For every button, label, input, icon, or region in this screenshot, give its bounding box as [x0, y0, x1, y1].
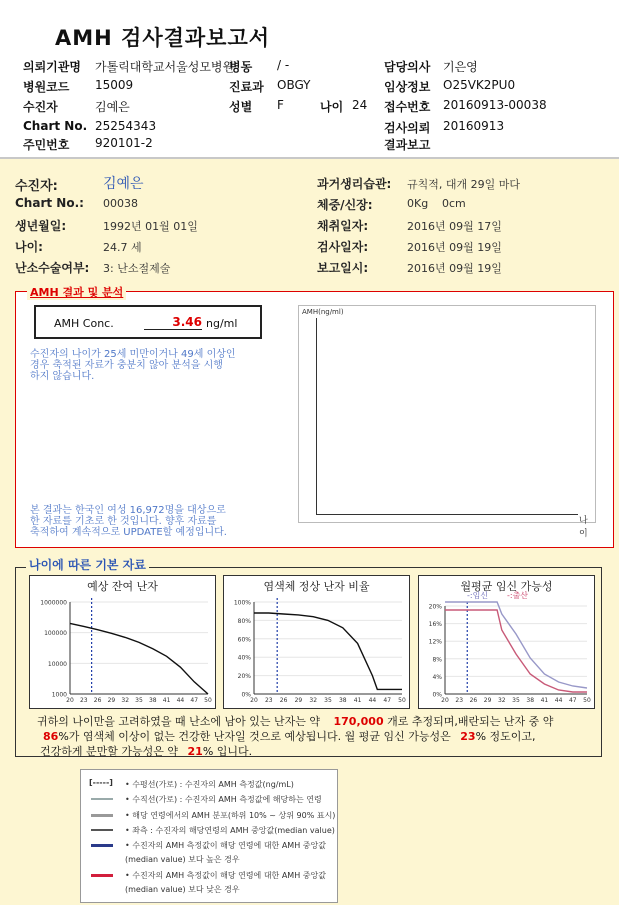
amh-result-title: AMH 결과 및 분석	[27, 284, 126, 300]
x-tick-label: 50	[398, 697, 406, 704]
surgery-value: 3: 난소절제술	[103, 262, 171, 275]
x-tick-label: 38	[148, 697, 157, 704]
amh-chart-xlabel: 나이	[579, 516, 588, 539]
data-basis-note-line: 본 결과는 한국인 여성 16,972명을 대상으로	[30, 505, 226, 516]
pregnancy-title: 월평균 임신 가능성	[460, 580, 553, 593]
x-tick-label: 29	[107, 697, 116, 704]
y-tick-label: 1000	[51, 691, 67, 699]
sex-label: 성별	[229, 100, 253, 114]
x-tick-label: 35	[324, 697, 332, 704]
test-value: 2016년 09월 19일	[407, 241, 502, 254]
series-line	[254, 613, 402, 689]
summary-text: % 입니다.	[202, 745, 253, 758]
patient-chart-value: 00038	[103, 197, 138, 210]
ward-label: 병동	[229, 60, 253, 74]
y-tick-label: 16%	[428, 621, 442, 629]
legend-item: • 좌측 : 수진자의 해당연령의 AMH 중앙값(median value)	[125, 826, 335, 835]
request-label: 검사의뢰	[384, 121, 431, 135]
x-tick-label: 47	[568, 697, 577, 704]
legend-birth: -:출산	[507, 591, 529, 600]
y-tick-label: 0%	[432, 691, 442, 699]
menses-value: 규칙적, 대개 29일 마다	[407, 178, 520, 191]
collect-label: 채취일자:	[317, 219, 369, 233]
legend-item: • 수진자의 AMH 측정값이 해당 연령에 대한 AMH 중앙값	[125, 871, 326, 880]
normal-pct-value: 86	[43, 730, 59, 743]
sex-value: F	[277, 98, 284, 112]
pregnancy-pct-value: 23	[460, 730, 476, 743]
x-tick-label: 32	[309, 697, 318, 704]
chart-legend	[80, 769, 338, 903]
dob-label: 생년월일:	[15, 219, 67, 233]
patient-value: 김예은	[95, 100, 130, 114]
legend-mark-higher	[91, 844, 113, 847]
y-tick-label: 100000	[44, 630, 67, 638]
patient-age-label: 나이:	[15, 240, 43, 254]
y-tick-label: 12%	[428, 638, 442, 646]
x-tick-label: 32	[497, 697, 506, 704]
legend-mark-vertical	[91, 798, 113, 800]
age-range-note	[30, 349, 236, 382]
rrn-value: 920101-2	[95, 136, 153, 150]
x-tick-label: 23	[79, 697, 88, 704]
legend-mark-distribution	[91, 814, 113, 817]
legend-item: • 해당 연령에서의 AMH 분포(하위 10% ~ 상위 90% 표시)	[125, 811, 336, 820]
y-tick-label: 100%	[233, 599, 251, 607]
x-tick-label: 44	[176, 697, 185, 704]
data-basis-note-line: 한 자료를 기초로 한 것입니다. 향후 자료를	[30, 516, 217, 527]
y-tick-label: 40%	[237, 654, 251, 662]
age-range-note-line: 하지 않습니다.	[30, 371, 95, 382]
x-tick-label: 41	[540, 697, 549, 704]
legend-item: (median value) 보다 낮은 경우	[125, 885, 240, 894]
test-label: 검사일자:	[317, 240, 369, 254]
report-label: 결과보고	[384, 138, 431, 152]
age-value: 24	[352, 98, 368, 112]
amh-conc-unit: ng/ml	[206, 317, 238, 330]
y-tick-label: 60%	[237, 636, 251, 644]
collect-value: 2016년 09월 17일	[407, 220, 502, 233]
x-tick-label: 23	[264, 697, 273, 704]
legend-item: • 수평선(가로) : 수진자의 AMH 측정값(ng/mL)	[125, 780, 294, 789]
series-line	[70, 623, 208, 694]
x-tick-label: 44	[368, 697, 377, 704]
legend-pregnancy: -:임신	[467, 591, 489, 600]
y-tick-label: 20%	[428, 603, 442, 611]
data-basis-note	[30, 505, 227, 538]
x-tick-label: 41	[162, 697, 171, 704]
doctor-value: 기은영	[443, 60, 478, 74]
receipt-label: 접수번호	[384, 100, 431, 114]
amh-conc-box	[34, 305, 262, 339]
normal-eggs-title: 염색체 정상 난자 비율	[263, 580, 370, 593]
amh-age-chart	[298, 305, 596, 539]
summary-line-2	[43, 728, 536, 744]
y-tick-label: 0%	[241, 691, 251, 699]
weight-value: 0Kg	[407, 197, 429, 210]
x-tick-label: 29	[294, 697, 303, 704]
receipt-value: 20160913-00038	[443, 98, 547, 112]
y-tick-label: 20%	[237, 673, 251, 681]
normal-eggs-chart	[224, 592, 409, 708]
x-tick-label: 26	[93, 697, 102, 704]
patient-name-label: 수진자:	[15, 179, 58, 194]
legend-item: • 수진자의 AMH 측정값이 해당 연령에 대한 AMH 중앙값	[125, 841, 326, 850]
dob-value: 1992년 01월 01일	[103, 220, 198, 233]
report-date-label: 보고일시:	[317, 261, 369, 275]
x-tick-label: 50	[583, 697, 591, 704]
amh-chart-ylabel: AMH(ng/ml)	[302, 308, 344, 316]
basic-data-title: 나이에 따른 기본 자료	[26, 556, 149, 573]
summary-line-1	[37, 713, 553, 729]
amh-chart-x-axis	[316, 514, 578, 515]
y-tick-label: 8%	[432, 656, 442, 664]
pregnancy-chart	[419, 598, 594, 708]
report-header	[0, 0, 619, 158]
request-value: 20160913	[443, 119, 505, 133]
x-tick-label: 20	[66, 697, 74, 704]
summary-text: % 정도이고,	[475, 730, 536, 743]
rrn-label: 주민번호	[23, 138, 70, 152]
institution-label: 의뢰기관명	[23, 60, 81, 74]
remaining-eggs-value: 170,000	[333, 715, 384, 728]
age-range-note-line: 수진자의 나이가 25세 미만이거나 49세 이상인	[30, 349, 236, 360]
doctor-label: 담당의사	[384, 60, 431, 74]
x-tick-label: 47	[190, 697, 199, 704]
legend-item: (median value) 보다 높은 경우	[125, 855, 240, 864]
legend-mark-lower	[91, 874, 113, 877]
patient-chart-label: Chart No.:	[15, 196, 84, 210]
summary-text: 개로 추정되며,배란되는 난자 중 약	[387, 715, 554, 728]
x-tick-label: 29	[483, 697, 492, 704]
body-label: 체중/신장:	[317, 198, 373, 212]
age-range-note-line: 경우 축적된 자료가 충분치 않아 분석을 시행	[30, 360, 223, 371]
y-tick-label: 1000000	[40, 599, 67, 607]
chart-no-label: Chart No.	[23, 119, 88, 133]
x-tick-label: 20	[250, 697, 258, 704]
ward-value: / -	[277, 58, 290, 72]
height-value: 0cm	[442, 197, 466, 210]
series-line	[445, 602, 587, 688]
patient-age-value: 24.7 세	[103, 241, 142, 254]
x-tick-label: 20	[441, 697, 449, 704]
x-tick-label: 38	[338, 697, 347, 704]
x-tick-label: 41	[353, 697, 362, 704]
y-tick-label: 10000	[47, 660, 67, 668]
report-date-value: 2016년 09월 19일	[407, 262, 502, 275]
x-tick-label: 47	[383, 697, 392, 704]
dept-label: 진료과	[229, 80, 264, 94]
menses-label: 과거생리습관:	[317, 177, 392, 191]
surgery-label: 난소수술여부:	[15, 261, 90, 275]
summary-text: %가 염색체 이상이 없는 건강한 난자일 것으로 예상됩니다. 월 평균 임신 가능성은	[58, 730, 451, 743]
summary-text: 귀하의 나이만을 고려하였을 때 난소에 남아 있는 난자는 약	[37, 715, 320, 728]
amh-chart-y-axis	[316, 318, 317, 514]
x-tick-label: 26	[469, 697, 478, 704]
series-line	[445, 610, 587, 692]
x-tick-label: 26	[279, 697, 288, 704]
patient-name-value: 김예은	[103, 176, 144, 192]
x-tick-label: 32	[121, 697, 130, 704]
x-tick-label: 23	[455, 697, 464, 704]
remaining-eggs-title: 예상 잔여 난자	[87, 580, 158, 593]
data-basis-note-line: 축적하여 계속적으로 UPDATE할 예정입니다.	[30, 527, 227, 538]
legend-mark-median	[91, 829, 113, 831]
x-tick-label: 50	[204, 697, 212, 704]
x-tick-label: 35	[512, 697, 520, 704]
remaining-eggs-chart	[30, 592, 215, 708]
y-tick-label: 4%	[432, 673, 442, 681]
amh-conc-label: AMH Conc.	[54, 317, 114, 330]
y-tick-label: 80%	[237, 617, 251, 625]
x-tick-label: 38	[526, 697, 535, 704]
summary-line-3	[40, 743, 252, 759]
clinical-label: 임상정보	[384, 80, 431, 94]
hospital-code-value: 15009	[95, 78, 134, 92]
amh-conc-value: 3.46	[144, 315, 202, 330]
clinical-value: O25VK2PU0	[443, 78, 516, 92]
institution-value: 가톨릭대학교서울성모병원	[95, 60, 235, 74]
chart-no-value: 25254343	[95, 119, 157, 133]
x-tick-label: 44	[554, 697, 563, 704]
summary-text: 건강하게 분만할 가능성은 약	[40, 745, 179, 758]
x-tick-label: 35	[135, 697, 143, 704]
dept-value: OBGY	[277, 78, 311, 92]
patient-label: 수진자	[23, 100, 58, 114]
age-label: 나이	[320, 100, 344, 114]
legend-item: • 수직선(가로) : 수진자의 AMH 측정값에 해당하는 연령	[125, 795, 322, 804]
legend-mark-dashed: [-----]	[89, 778, 113, 787]
birth-pct-value: 21	[187, 745, 203, 758]
hospital-code-label: 병원코드	[23, 80, 70, 94]
report-title: AMH 검사결과보고서	[55, 26, 271, 50]
